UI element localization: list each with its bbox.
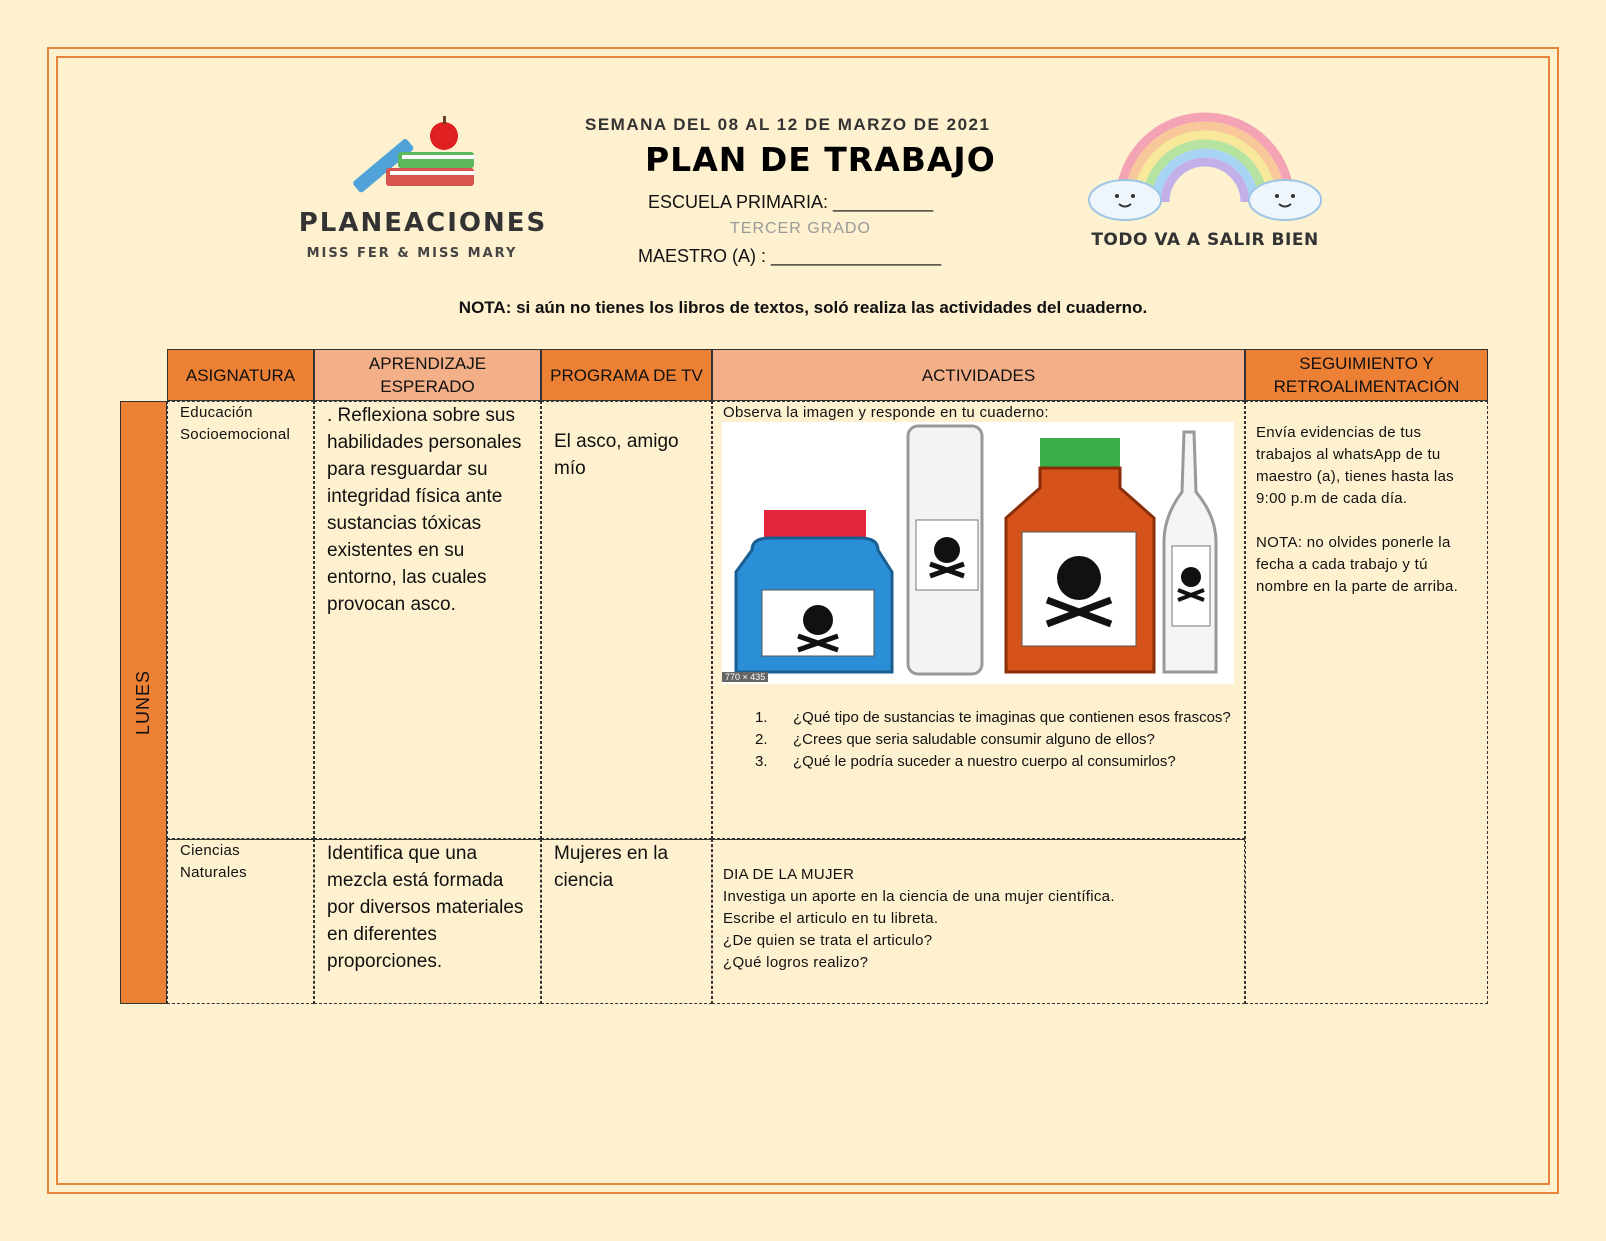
planeaciones-logo: [292, 108, 562, 268]
school-field: ESCUELA PRIMARIA: __________: [648, 192, 934, 212]
activity-heading: DIA DE LA MUJER: [723, 866, 855, 883]
header-actividades: ACTIVIDADES: [712, 349, 1245, 401]
question-item: [755, 751, 1235, 773]
activity-intro: Observa la imagen y responde en tu cuaderno:: [723, 404, 1049, 421]
image-size-tag: 770 × 435: [722, 672, 768, 682]
header-seguimiento: SEGUIMIENTO Y RETROALIMENTACIÓN: [1245, 349, 1488, 401]
row1-programa: El asco, amigo mío: [541, 401, 712, 839]
question-item: [755, 707, 1235, 729]
logo-subtitle: MISS FER & MISS MARY: [306, 246, 518, 261]
seguimiento-note: NOTA: no olvides ponerle la fecha a cada trabajo y tú nombre en la parte de arriba.: [1256, 534, 1459, 595]
header-asignatura: ASIGNATURA: [167, 349, 314, 401]
question-list: [755, 707, 1235, 773]
day-label: LUNES: [133, 669, 153, 736]
question-number: 1.: [755, 709, 768, 726]
question-number: 2.: [755, 731, 768, 748]
poison-bottles-image: [722, 422, 1234, 684]
activity-line: ¿Qué logros realizo?: [723, 954, 869, 971]
row2-asignatura: Ciencias Naturales: [167, 839, 314, 1004]
question-number: 3.: [755, 753, 768, 770]
row1-aprendizaje: . Reflexiona sobre sus habilidades personales para resguardar su integridad física ante sustancias tóxicas existentes en su entorno, las cuales provocan asco.: [314, 401, 541, 839]
books-apple-icon: [344, 108, 484, 198]
grade-label: TERCER GRADO: [730, 220, 871, 237]
question-text: ¿Qué le podría suceder a nuestro cuerpo al consumirlos?: [793, 753, 1176, 770]
question-item: [755, 729, 1235, 751]
row1-asignatura: Educación Socioemocional: [167, 401, 314, 839]
activity-line: Investiga un aporte en la ciencia de una mujer científica.: [723, 888, 1115, 905]
question-text: ¿Crees que seria saludable consumir alguno de ellos?: [793, 731, 1155, 748]
activity-line: Escribe el articulo en tu libreta.: [723, 910, 939, 927]
question-text: ¿Qué tipo de sustancias te imaginas que contienen esos frascos?: [793, 709, 1231, 726]
seguimiento-text: Envía evidencias de tus trabajos al whatsApp de tu maestro (a), tienes hasta las 9:00 p.m de cada día.: [1256, 424, 1454, 507]
header-aprendizaje: APRENDIZAJE ESPERADO: [314, 349, 541, 401]
rainbow-logo: [1085, 92, 1325, 272]
header-programa: PROGRAMA DE TV: [541, 349, 712, 401]
row2-aprendizaje: Identifica que una mezcla está formada por diversos materiales en diferentes proporciones.: [314, 839, 541, 1004]
rainbow-icon: [1085, 92, 1325, 232]
seguimiento-cell: [1245, 401, 1488, 1004]
teacher-field: MAESTRO (A) : _________________: [638, 246, 942, 266]
row2-actividades: [712, 839, 1245, 1004]
row2-programa: Mujeres en la ciencia: [541, 839, 712, 1004]
top-note: NOTA: si aún no tienes los libros de textos, soló realiza las actividades del cuaderno.: [458, 298, 1148, 317]
rainbow-caption: TODO VA A SALIR BIEN: [1091, 230, 1319, 250]
logo-title: PLANEACIONES: [298, 208, 548, 238]
day-column: [120, 401, 167, 1004]
week-label: SEMANA DEL 08 AL 12 DE MARZO DE 2021: [585, 115, 991, 134]
activity-line: ¿De quien se trata el articulo?: [723, 932, 933, 949]
page-title: PLAN DE TRABAJO: [645, 140, 996, 179]
